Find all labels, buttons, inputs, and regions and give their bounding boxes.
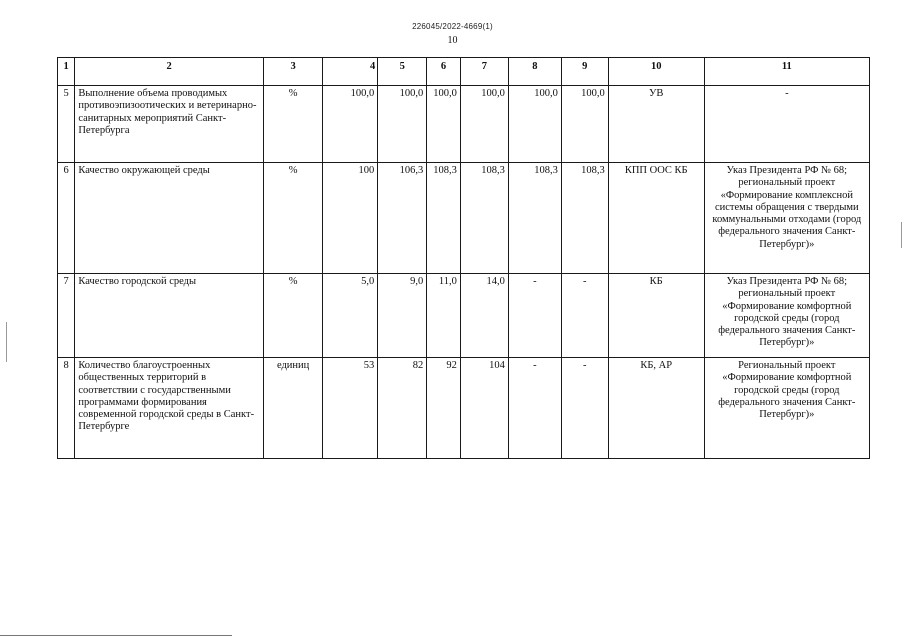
value-cell: 106,3: [378, 163, 427, 274]
value-cell: 108,3: [427, 163, 461, 274]
indicators-table: [57, 57, 870, 459]
column-header: 8: [508, 58, 561, 86]
value-cell: 100,0: [427, 86, 461, 163]
value-cell: 108,3: [508, 163, 561, 274]
value-cell: 108,3: [561, 163, 608, 274]
unit-cell: единиц: [264, 358, 323, 459]
source-cell: КБ, АР: [608, 358, 704, 459]
column-header: 4: [323, 58, 378, 86]
value-cell: 108,3: [460, 163, 508, 274]
row-number: 7: [58, 274, 75, 358]
basis-cell: Указ Президента РФ № 68; региональный проект «Формирование комфортной городской среды (город федерального значения Санкт-Петербург)»: [704, 274, 869, 358]
indicator-name: Выполнение объема проводимых противоэпизоотических и ветеринарно-санитарных мероприятий Санкт-Петербурга: [75, 86, 264, 163]
source-cell: УВ: [608, 86, 704, 163]
unit-cell: %: [264, 86, 323, 163]
basis-cell: Региональный проект «Формирование комфортной городской среды (город федерального значения Санкт-Петербург)»: [704, 358, 869, 459]
value-cell: 5,0: [323, 274, 378, 358]
table-row: [58, 86, 870, 163]
scan-edge-mark-left: [6, 322, 7, 362]
value-cell: 100: [323, 163, 378, 274]
value-cell: 14,0: [460, 274, 508, 358]
value-cell: 100,0: [561, 86, 608, 163]
basis-cell: Указ Президента РФ № 68; региональный проект «Формирование комплексной системы обращения с твердыми коммунальными отходами (город федерального значения Санкт-Петербург)»: [704, 163, 869, 274]
value-cell: 92: [427, 358, 461, 459]
table-header-row: [58, 58, 870, 86]
table-row: [58, 274, 870, 358]
page-number: 10: [447, 35, 458, 46]
document-registration-number: 226045/2022-4669(1): [412, 22, 493, 31]
indicator-name: Количество благоустроенных общественных территорий в соответствии с государственными программами формирования современной городской среды в Санкт-Петербурге: [75, 358, 264, 459]
column-header: 1: [58, 58, 75, 86]
column-header: 11: [704, 58, 869, 86]
value-cell: 100,0: [460, 86, 508, 163]
column-header: 6: [427, 58, 461, 86]
value-cell: 100,0: [323, 86, 378, 163]
value-cell: -: [508, 358, 561, 459]
source-cell: КБ: [608, 274, 704, 358]
scan-bottom-rule: [0, 635, 232, 636]
unit-cell: %: [264, 163, 323, 274]
row-number: 6: [58, 163, 75, 274]
column-header: 3: [264, 58, 323, 86]
unit-cell: %: [264, 274, 323, 358]
table-row: [58, 358, 870, 459]
indicator-name: Качество окружающей среды: [75, 163, 264, 274]
value-cell: 53: [323, 358, 378, 459]
value-cell: -: [561, 358, 608, 459]
value-cell: 100,0: [508, 86, 561, 163]
column-header: 2: [75, 58, 264, 86]
value-cell: 9,0: [378, 274, 427, 358]
column-header: 7: [460, 58, 508, 86]
value-cell: 11,0: [427, 274, 461, 358]
row-number: 8: [58, 358, 75, 459]
value-cell: 104: [460, 358, 508, 459]
scan-edge-mark-right: [901, 222, 902, 248]
basis-cell: -: [704, 86, 869, 163]
table-row: [58, 163, 870, 274]
column-header: 10: [608, 58, 704, 86]
column-header: 9: [561, 58, 608, 86]
column-header: 5: [378, 58, 427, 86]
value-cell: -: [561, 274, 608, 358]
value-cell: -: [508, 274, 561, 358]
source-cell: КПП ООС КБ: [608, 163, 704, 274]
value-cell: 82: [378, 358, 427, 459]
value-cell: 100,0: [378, 86, 427, 163]
row-number: 5: [58, 86, 75, 163]
indicator-name: Качество городской среды: [75, 274, 264, 358]
